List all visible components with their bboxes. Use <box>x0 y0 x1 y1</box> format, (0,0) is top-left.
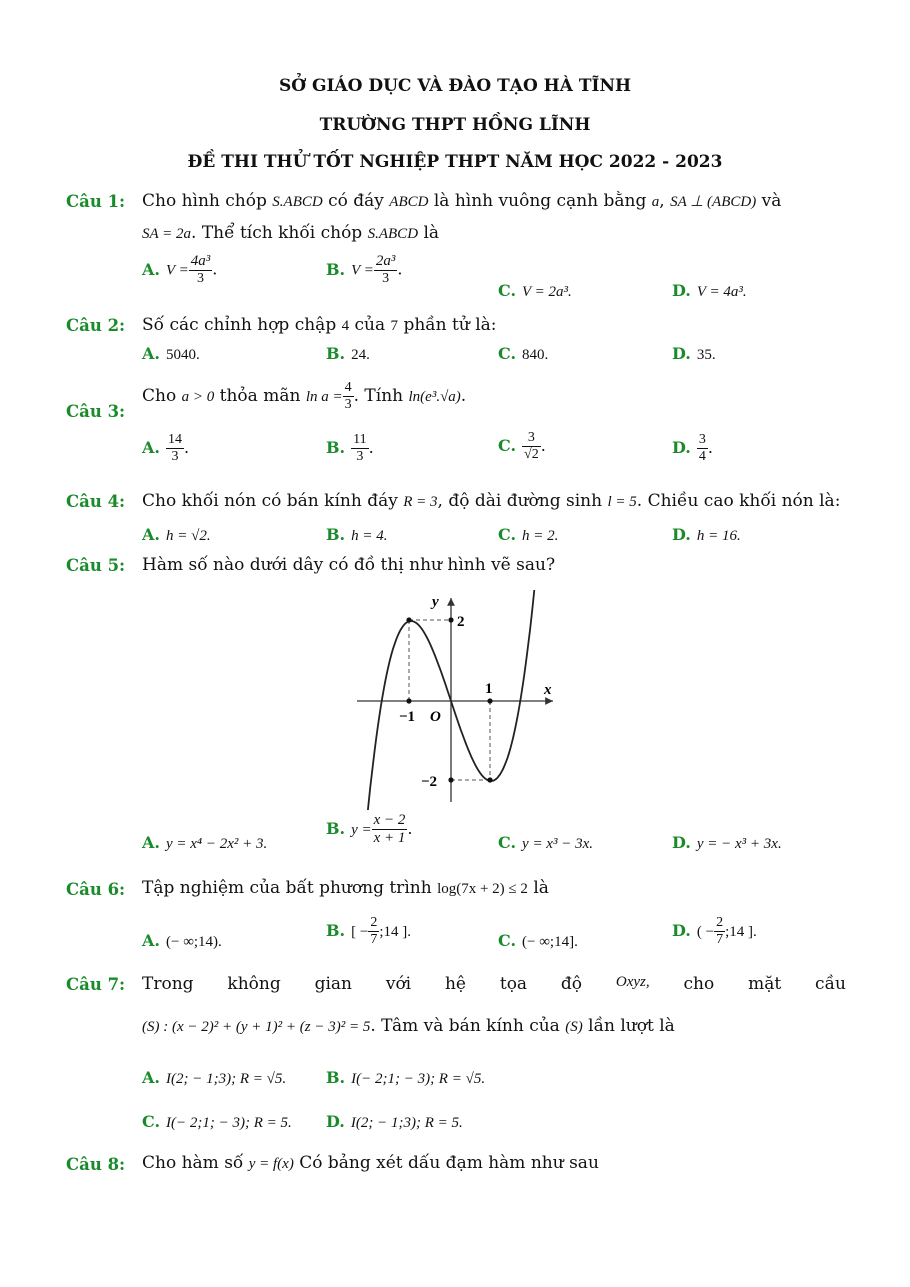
option-d[interactable]: D. $\frac{3}{4}$ . <box>672 432 713 464</box>
function-graph <box>355 590 565 810</box>
option-b[interactable]: B. 24. <box>326 344 370 363</box>
option-a[interactable]: A. (− ∞;14). <box>142 931 222 950</box>
question-text-line2: (S) : (x − 2)² + (y + 1)² + (z − 3)² = 5. Tâm và bán kính của (S) lần lượt là <box>142 1016 675 1036</box>
question-label: Câu 5: <box>66 556 126 575</box>
option-b[interactable]: B. [ − $\frac{2}{7}$ ;14 ]. <box>326 915 411 947</box>
option-b[interactable]: B. h = 4. <box>326 525 388 544</box>
option-c[interactable]: C. y = x³ − 3x. <box>498 833 593 852</box>
tick-label-2: 2 <box>457 614 465 630</box>
school-department: SỞ GIÁO DỤC VÀ ĐÀO TẠO HÀ TĨNH <box>278 76 632 96</box>
school-name: TRƯỜNG THPT HỒNG LĨNH <box>319 115 591 135</box>
option-d[interactable]: D. V = 4a³. <box>672 281 747 300</box>
question-text: Số các chỉnh hợp chập 4 của 7 phần tử là: <box>142 315 497 335</box>
question-text: Cho khối nón có bán kính đáy R = 3, độ dài đường sinh l = 5. Chiều cao khối nón là: <box>142 491 841 511</box>
option-b[interactable]: B. V = $\frac{\text{2a³}}{3}$ . <box>326 253 403 286</box>
option-d[interactable]: D. y = − x³ + 3x. <box>672 833 782 852</box>
question-text: Trong không gian với hệ tọa độ Oxyz, cho mặt cầu <box>142 974 846 994</box>
option-c[interactable]: C. $\frac{3}{√2}$ . <box>498 430 546 462</box>
question-label: Câu 8: <box>66 1155 126 1174</box>
question-text: Cho hàm số y = f(x) Có bảng xét dấu đạm hàm như sau <box>142 1153 599 1173</box>
axis-y-label: y <box>432 594 439 610</box>
option-c[interactable]: C. 840. <box>498 344 549 363</box>
question-label: Câu 4: <box>66 492 126 511</box>
question-text: Tập nghiệm của bất phương trình log(7x + 2) ≤ 2 là <box>142 878 549 898</box>
exam-title: ĐỀ THI THỬ TỐT NGHIỆP THPT NĂM HỌC 2022 - 2023 <box>187 152 723 172</box>
axis-x-label: x <box>544 682 552 698</box>
option-a[interactable]: A. 5040. <box>142 344 200 363</box>
question-label: Câu 2: <box>66 316 126 335</box>
tick-label-minus-2: −2 <box>421 774 438 790</box>
tick-label-1: 1 <box>485 681 493 697</box>
option-c[interactable]: C. V = 2a³. <box>498 281 572 300</box>
question-label: Câu 3: <box>66 402 126 421</box>
question-text-line2: SA = 2a. Thể tích khối chóp S.ABCD là <box>142 223 440 243</box>
option-a[interactable]: A. y = x⁴ − 2x² + 3. <box>142 833 268 852</box>
question-label: Câu 7: <box>66 975 126 994</box>
question-label: Câu 6: <box>66 880 126 899</box>
option-b[interactable]: B. I(− 2;1; − 3); R = √5. <box>326 1068 486 1087</box>
option-d[interactable]: D. I(2; − 1;3); R = 5. <box>326 1112 463 1131</box>
option-d[interactable]: D. ( − $\frac{2}{7}$ ;14 ]. <box>672 915 757 947</box>
option-a[interactable]: A. V = $\frac{\text{4a³}}{3}$ . <box>142 253 218 286</box>
option-a[interactable]: A. h = √2. <box>142 525 211 544</box>
tick-label-minus-1: −1 <box>399 709 416 725</box>
option-d[interactable]: D. 35. <box>672 344 716 363</box>
question-text: Hàm số nào dưới dây có đồ thị như hình vẽ sau? <box>142 555 556 575</box>
option-b[interactable]: B. $\frac{11}{3}$ . <box>326 432 374 464</box>
question-text: Cho a > 0 thỏa mãn ln a = $\frac{4}{3}$ . Tính ln(e³.√a). <box>142 380 467 412</box>
option-d[interactable]: D. h = 16. <box>672 525 741 544</box>
option-b[interactable]: B. y = $\frac{x - 2}{x + 1}$ . <box>326 812 413 846</box>
origin-label: O <box>430 709 441 725</box>
option-c[interactable]: C. h = 2. <box>498 525 559 544</box>
option-c[interactable]: C. (− ∞;14]. <box>498 931 578 950</box>
option-c[interactable]: C. I(− 2;1; − 3); R = 5. <box>142 1112 292 1131</box>
question-label: Câu 1: <box>66 192 126 211</box>
option-a[interactable]: A. $\frac{14}{3}$ . <box>142 432 190 464</box>
question-text: Cho hình chóp S.ABCD có đáy ABCD là hình vuông cạnh bằng a, SA ⊥ (ABCD) và <box>142 191 782 211</box>
option-a[interactable]: A. I(2; − 1;3); R = √5. <box>142 1068 287 1087</box>
